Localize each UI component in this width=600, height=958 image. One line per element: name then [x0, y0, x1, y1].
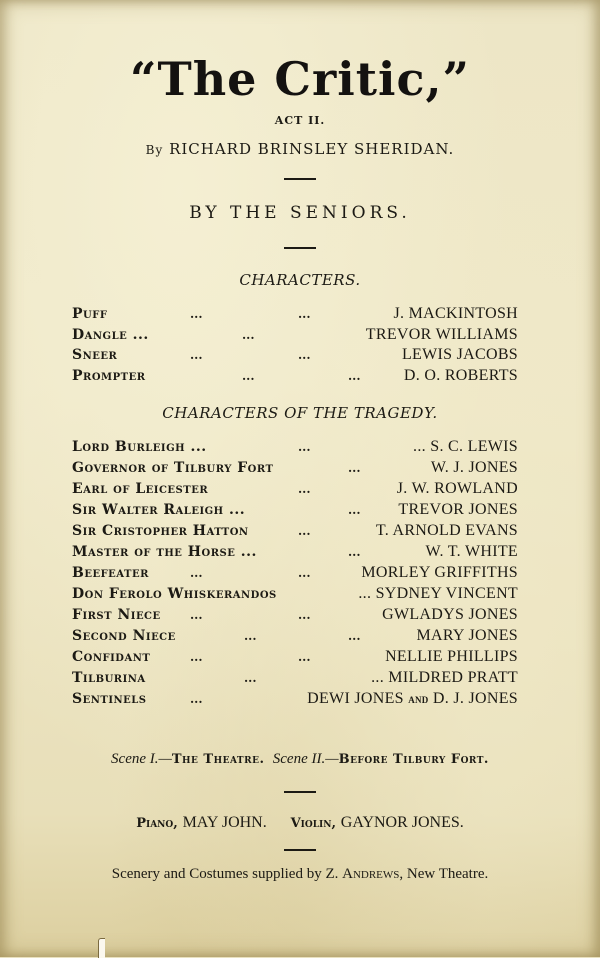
divider-rule [284, 178, 316, 180]
author-name: RICHARD BRINSLEY SHERIDAN. [169, 140, 455, 158]
leader-dots: ... [190, 566, 203, 580]
scene-1-label: Scene I.— [111, 751, 172, 767]
actor-name [307, 689, 518, 709]
credits-name: Andrews, [342, 866, 404, 882]
cast-row [72, 668, 518, 688]
scene-1-place: The Theatre. [171, 752, 265, 767]
leader-dots: ... [190, 650, 203, 664]
divider-rule [284, 791, 316, 793]
actor-name: W. J. JONES [430, 459, 518, 476]
leader-dots: ... [242, 369, 255, 383]
leader-dots: ... [348, 461, 361, 475]
leader-dots: ... [190, 608, 203, 622]
role-name: Confidant [72, 649, 151, 665]
piano-label: Piano, [136, 816, 178, 831]
leader-dots: ... [298, 650, 311, 664]
role-name: First Niece [72, 607, 161, 623]
role-name: Dangle ... [72, 327, 149, 343]
role-name: Tilburina [72, 670, 146, 686]
role-name: Master of the Horse ... [72, 544, 257, 560]
scene-2-place: Before Tilbury Fort. [338, 752, 489, 767]
leader-dots: ... [348, 503, 361, 517]
author-prefix: By [145, 143, 164, 157]
leader-dots: ... [348, 545, 361, 559]
music-line [0, 813, 600, 832]
characters-heading: CHARACTERS. [239, 271, 361, 289]
credits-prefix: Scenery and Costumes supplied by Z. [111, 866, 339, 882]
cast-row [72, 325, 518, 345]
author-line [0, 140, 600, 158]
cast-row [72, 626, 518, 646]
role-name: Sir Cristopher Hatton [72, 523, 249, 539]
leader-dots: ... [298, 524, 311, 538]
cast-row [72, 647, 518, 667]
cast-row [72, 479, 518, 499]
leader-dots: ... [298, 348, 311, 362]
actor-name: MARY JONES [416, 627, 518, 644]
actor-name: W. T. WHITE [425, 543, 518, 560]
leader-dots: ... [244, 671, 257, 685]
act-label: ACT II. [274, 114, 326, 127]
divider-rule [284, 247, 316, 249]
performers-line: BY THE SENIORS. [189, 203, 411, 223]
paper-tear [98, 938, 105, 958]
leader-dots: ... [190, 348, 203, 362]
play-title: “The Critic,” [130, 52, 470, 106]
leader-dots: ... [348, 369, 361, 383]
scene-2-label: Scene II.— [272, 751, 339, 767]
leader-dots: ... [190, 692, 203, 706]
tragedy-heading: CHARACTERS OF THE TRAGEDY. [162, 404, 438, 422]
credits-line [0, 866, 600, 883]
cast-row [72, 689, 518, 709]
cast-row [72, 605, 518, 625]
scenes-line [0, 751, 600, 768]
role-name: Sneer [72, 347, 118, 363]
actor-name: D. O. ROBERTS [403, 367, 518, 384]
actor-name-1: DEWI JONES [307, 690, 404, 707]
actor-name: T. ARNOLD EVANS [375, 522, 518, 539]
cast-row [72, 521, 518, 541]
role-name: Don Ferolo Whiskerandos [72, 586, 277, 602]
actor-name: J. W. ROWLAND [396, 480, 518, 497]
cast-row [72, 542, 518, 562]
role-name: Earl of Leicester [72, 481, 209, 497]
leader-dots: ... [190, 307, 203, 321]
actor-name-2: D. J. JONES [432, 690, 518, 707]
actor-name: TREVOR WILLIAMS [365, 326, 518, 343]
leader-dots: ... [298, 482, 311, 496]
role-name: Second Niece [72, 628, 176, 644]
cast-row [72, 584, 518, 604]
role-name: Puff [72, 306, 108, 322]
leader-dots: ... [298, 566, 311, 580]
role-name: Governor of Tilbury Fort [72, 460, 274, 476]
role-name: Beefeater [72, 565, 149, 581]
role-name: Sentinels [72, 691, 147, 707]
and-conjunction: and [408, 691, 429, 706]
actor-name: ... SYDNEY VINCENT [358, 585, 518, 602]
actor-name: LEWIS JACOBS [401, 346, 518, 363]
leader-dots: ... [298, 608, 311, 622]
actor-name: GWLADYS JONES [382, 606, 518, 623]
divider-rule [284, 849, 316, 851]
actor-name: TREVOR JONES [398, 501, 518, 518]
actor-name: ... S. C. LEWIS [413, 438, 518, 455]
role-name: Prompter [72, 368, 146, 384]
actor-name: ... MILDRED PRATT [371, 669, 518, 686]
violin-label: Violin, [290, 816, 337, 831]
cast-row [72, 458, 518, 478]
actor-name: J. MACKINTOSH [393, 305, 518, 322]
cast-row [72, 437, 518, 457]
credits-suffix: New Theatre. [406, 866, 489, 882]
cast-row [72, 304, 518, 324]
leader-dots: ... [298, 307, 311, 321]
role-name: Sir Walter Raleigh ... [72, 502, 246, 518]
cast-row [72, 366, 518, 386]
violin-player: GAYNOR JONES. [340, 814, 464, 831]
leader-dots: ... [244, 629, 257, 643]
piano-player: MAY JOHN. [182, 814, 267, 831]
leader-dots: ... [348, 629, 361, 643]
cast-row [72, 500, 518, 520]
leader-dots: ... [298, 440, 311, 454]
leader-dots: ... [242, 328, 255, 342]
actor-name: NELLIE PHILLIPS [385, 648, 518, 665]
actor-name: MORLEY GRIFFITHS [361, 564, 518, 581]
cast-row [72, 563, 518, 583]
role-name: Lord Burleigh ... [72, 439, 207, 455]
cast-row [72, 345, 518, 365]
